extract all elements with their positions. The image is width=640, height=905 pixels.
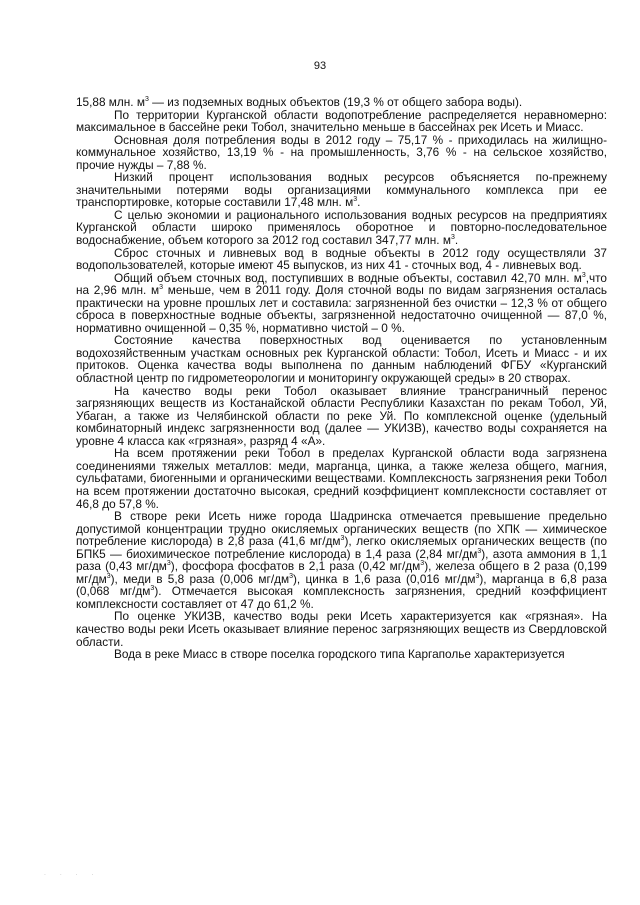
- paragraph: Общий объем сточных вод, поступивших в водные объекты, составил 42,70 млн. $м^3,что$ на 2,96 млн. $м^3$ меньше, чем в 2011 году. Доля сточной воды по видам загрязнения осталась практически на уровне прошлых лет и составила: загрязненной без очистки – 12,3 % от общего сброса в поверхностные водные объекты, загрязненной недостаточно очищенной — 87,0 %, нормативно очищенной – 0,35 %, нормативно чистой – 0 %.: [76, 270, 608, 335]
- superscript: 3: [159, 284, 164, 292]
- superscript: 3: [450, 234, 455, 242]
- superscript: 3: [166, 560, 171, 568]
- superscript: 3: [144, 96, 149, 104]
- superscript: 3: [340, 535, 345, 543]
- superscript: 3: [106, 572, 111, 580]
- page-number: 93: [313, 60, 327, 72]
- superscript: 3: [475, 572, 480, 580]
- paragraph: Сброс сточных и ливневых вод в водные объекты в 2012 году осуществляли 37 водопользователей, которые имеют 45 выпусков, из них 41 - сточных вод, 4 - ливневых вод.: [76, 245, 607, 273]
- paragraph: Низкий процент использования водных ресурсов объясняется по-прежнему значительными потерями воды организациями коммунального комплекса при ее транспортировке, которые составили 17,48 млн. $м^3$.: [76, 170, 607, 210]
- superscript: 3: [289, 572, 293, 580]
- superscript: 3: [353, 196, 358, 204]
- paragraph: По территории Курганской области водопотребление распределяется неравномерно: максимальное в бассейне реки Тобол, значительно меньше в бассейнах рек Исеть и Миасс.: [76, 107, 607, 135]
- paragraph: Состояние качества поверхностных вод оценивается по установленным водохозяйственным участкам основных рек Курганской области: Тобол, Исеть и Миасс - и их притоков. Оценка качества воды выполнена по данным наблюдений ФГБУ «Курганский областной центр по гидрометеорологии и мониторингу окружающей среды» в 20 створах.: [76, 333, 607, 386]
- body-text: [76, 96, 607, 661]
- superscript: 3: [150, 585, 155, 593]
- scan-artifact: · · · ·: [44, 872, 100, 879]
- paragraph: Основная доля потребления воды в 2012 году – 75,17 % - приходилась на жилищно-коммунальное хозяйство, 13,19 % - на промышленность, 3,76 % - на сельское хозяйство, прочие нужды – 7,88 %.: [76, 132, 607, 172]
- superscript: 3: [581, 271, 586, 279]
- paragraph: В створе реки Исеть ниже города Шадринска отмечается превышение предельно допустимой концентрации трудно окисляемых органических веществ (по ХПК — химическое потребление кислорода) в 2,8 раза (41,6 $мг/дм^3$), легко окисляемых органических веществ (по БПК5 — биохимическое потребление кислорода) в 1,4 раза (2,84 $мг/дм^3$), азота аммония в 1,1 раза (0,43 $мг/дм^3$), фосфора фосфатов в 2,1 раза (0,42 $мг/дм^3$), железа общего в 2 раза (0,199 $мг/дм^3$), меди в 5,8 раза (0,006 $мг/дм^3$), цинка в 1,6 раза (0,016 $мг/дм^3$), марганца в 6,8 раза (0,068 $мг/дм^3$). Отмечается высокая комплексность загрязнения, средний коэффициент комплексности составляет от 47 до 61,2 %.: [76, 509, 608, 611]
- superscript: 3: [477, 547, 482, 555]
- paragraph: Вода в реке Миасс в створе поселка городского типа Каргаполье характеризуется: [114, 647, 565, 662]
- paragraph: На качество воды реки Тобол оказывает влияние трансграничный перенос загрязняющих веществ из Костанайской области Республики Казахстан по рекам Тобол, Уй, Убаган, а также из Челябинской области по реке Уй. По комплексной оценке (удельный комбинаторный индекс загрязненности вод (далее — УКИЗВ), качество воды сохраняется на уровне 4 класса как «грязная», разряд 4 «А».: [76, 383, 607, 448]
- paragraph: На всем протяжении реки Тобол в пределах Курганской области вода загрязнена соединениями тяжелых металлов: меди, марганца, цинка, а также железа общего, магния, сульфатами, биогенными и органическими веществами. Комплексность загрязнения реки Тобол на всем протяжении достаточно высокая, средний коэффициент комплексности составляет от 46,8 до 57,8 %.: [76, 446, 607, 511]
- paragraph: По оценке УКИЗВ, качество воды реки Исеть характеризуется как «грязная». На качество воды реки Исеть оказывает влияние перенос загрязняющих веществ из Свердловской области.: [76, 609, 607, 649]
- paragraph: С целью экономии и рационального использования водных ресурсов на предприятиях Курганской области широко применялось оборотное и повторно-последовательное водоснабжение, объем которого за 2012 год составил 347,77 млн. $м^3$.: [76, 207, 607, 248]
- superscript: 3: [420, 560, 425, 568]
- paragraph: 15,88 млн. $м^3$ — из подземных водных объектов (19,3 % от общего забора воды).: [76, 95, 523, 109]
